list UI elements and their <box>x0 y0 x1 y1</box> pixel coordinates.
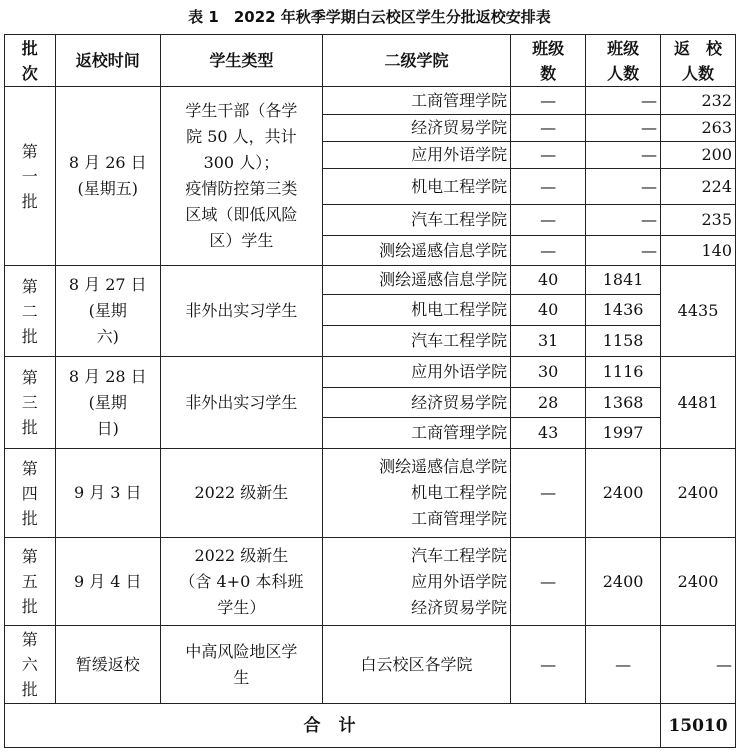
table-row <box>5 538 736 626</box>
class-count-cell: 2400 <box>586 449 661 538</box>
header-college: 二级学院 <box>322 35 510 87</box>
header-time: 返校时间 <box>55 35 160 87</box>
header-class-count: 班级 人数 <box>586 35 661 87</box>
header-row <box>5 35 736 87</box>
time-cell: 暂缓返校 <box>55 626 160 704</box>
class-count-cell: 1116 <box>586 357 661 388</box>
table-row <box>5 626 736 704</box>
class-count-cell: 2400 <box>586 538 661 626</box>
college-cell: 机电工程学院 <box>322 169 510 205</box>
class-count-cell: 1436 <box>586 295 661 326</box>
classes-cell: — <box>511 538 586 626</box>
college-cell: 测绘遥感信息学院 <box>322 236 510 266</box>
batch-cell: 第 五 批 <box>5 538 56 626</box>
type-cell: 非外出实习学生 <box>160 266 322 357</box>
time-cell: 9 月 4 日 <box>55 538 160 626</box>
batch-cell: 第 一 批 <box>5 87 56 266</box>
classes-cell: — <box>511 115 586 142</box>
return-count-cell: 200 <box>661 142 736 169</box>
class-count-cell: — <box>586 169 661 205</box>
table-title: 表 1 2022 年秋季学期白云校区学生分批返校安排表 <box>188 8 551 26</box>
college-cell: 经济贸易学院 <box>322 115 510 142</box>
class-count-cell: 1158 <box>586 326 661 357</box>
return-count-cell: 2400 <box>661 449 736 538</box>
return-count-cell: 2400 <box>661 538 736 626</box>
class-count-cell: — <box>586 236 661 266</box>
total-label: 合 计 <box>5 704 661 748</box>
header-batch: 批 次 <box>5 35 56 87</box>
classes-cell: 31 <box>511 326 586 357</box>
classes-cell: — <box>511 449 586 538</box>
table-row <box>5 357 736 388</box>
college-cell: 白云校区各学院 <box>322 626 510 704</box>
batch-cell: 第 三 批 <box>5 357 56 449</box>
time-cell: 8 月 26 日 (星期五) <box>55 87 160 266</box>
table-row <box>5 266 736 295</box>
classes-cell: 28 <box>511 388 586 418</box>
return-count-cell: 263 <box>661 115 736 142</box>
table-row <box>5 449 736 538</box>
classes-cell: — <box>511 87 586 115</box>
header-return-count: 返 校 人数 <box>661 35 736 87</box>
time-cell: 8 月 28 日 (星期 日) <box>55 357 160 449</box>
classes-cell: 40 <box>511 295 586 326</box>
college-cell: 测绘遥感信息学院 机电工程学院 工商管理学院 <box>322 449 510 538</box>
type-cell: 中高风险地区学 生 <box>160 626 322 704</box>
class-count-cell: — <box>586 142 661 169</box>
return-count-cell: 232 <box>661 87 736 115</box>
classes-cell: 40 <box>511 266 586 295</box>
batch-cell: 第 六 批 <box>5 626 56 704</box>
time-cell: 9 月 3 日 <box>55 449 160 538</box>
table-row <box>5 87 736 115</box>
class-count-cell: 1997 <box>586 418 661 449</box>
header-classes: 班级 数 <box>511 35 586 87</box>
college-cell: 汽车工程学院 应用外语学院 经济贸易学院 <box>322 538 510 626</box>
college-cell: 汽车工程学院 <box>322 205 510 236</box>
classes-cell: — <box>511 236 586 266</box>
college-cell: 经济贸易学院 <box>322 388 510 418</box>
classes-cell: — <box>511 626 586 704</box>
classes-cell: 43 <box>511 418 586 449</box>
header-type: 学生类型 <box>160 35 322 87</box>
return-schedule-table <box>4 34 736 748</box>
college-cell: 工商管理学院 <box>322 418 510 449</box>
return-count-cell: 4481 <box>661 357 736 449</box>
type-cell: 学生干部（各学 院 50 人，共计 300 人）； 疫情防控第三类 区域（即低风险 区）学生 <box>160 87 322 266</box>
type-cell: 非外出实习学生 <box>160 357 322 449</box>
classes-cell: — <box>511 205 586 236</box>
class-count-cell: 1841 <box>586 266 661 295</box>
college-cell: 应用外语学院 <box>322 357 510 388</box>
college-cell: 汽车工程学院 <box>322 326 510 357</box>
class-count-cell: — <box>586 205 661 236</box>
classes-cell: 30 <box>511 357 586 388</box>
class-count-cell: — <box>586 115 661 142</box>
type-cell: 2022 级新生 （含 4+0 本科班 学生） <box>160 538 322 626</box>
return-count-cell: 235 <box>661 205 736 236</box>
class-count-cell: — <box>586 626 661 704</box>
total-value: 15010 <box>661 704 736 748</box>
batch-cell: 第 四 批 <box>5 449 56 538</box>
return-count-cell: — <box>661 626 736 704</box>
class-count-cell: 1368 <box>586 388 661 418</box>
college-cell: 工商管理学院 <box>322 87 510 115</box>
batch-cell: 第 二 批 <box>5 266 56 357</box>
return-count-cell: 224 <box>661 169 736 205</box>
class-count-cell: — <box>586 87 661 115</box>
college-cell: 机电工程学院 <box>322 295 510 326</box>
type-cell: 2022 级新生 <box>160 449 322 538</box>
college-cell: 测绘遥感信息学院 <box>322 266 510 295</box>
total-row <box>5 704 736 748</box>
college-cell: 应用外语学院 <box>322 142 510 169</box>
classes-cell: — <box>511 142 586 169</box>
return-count-cell: 140 <box>661 236 736 266</box>
classes-cell: — <box>511 169 586 205</box>
return-count-cell: 4435 <box>661 266 736 357</box>
time-cell: 8 月 27 日 (星期 六) <box>55 266 160 357</box>
